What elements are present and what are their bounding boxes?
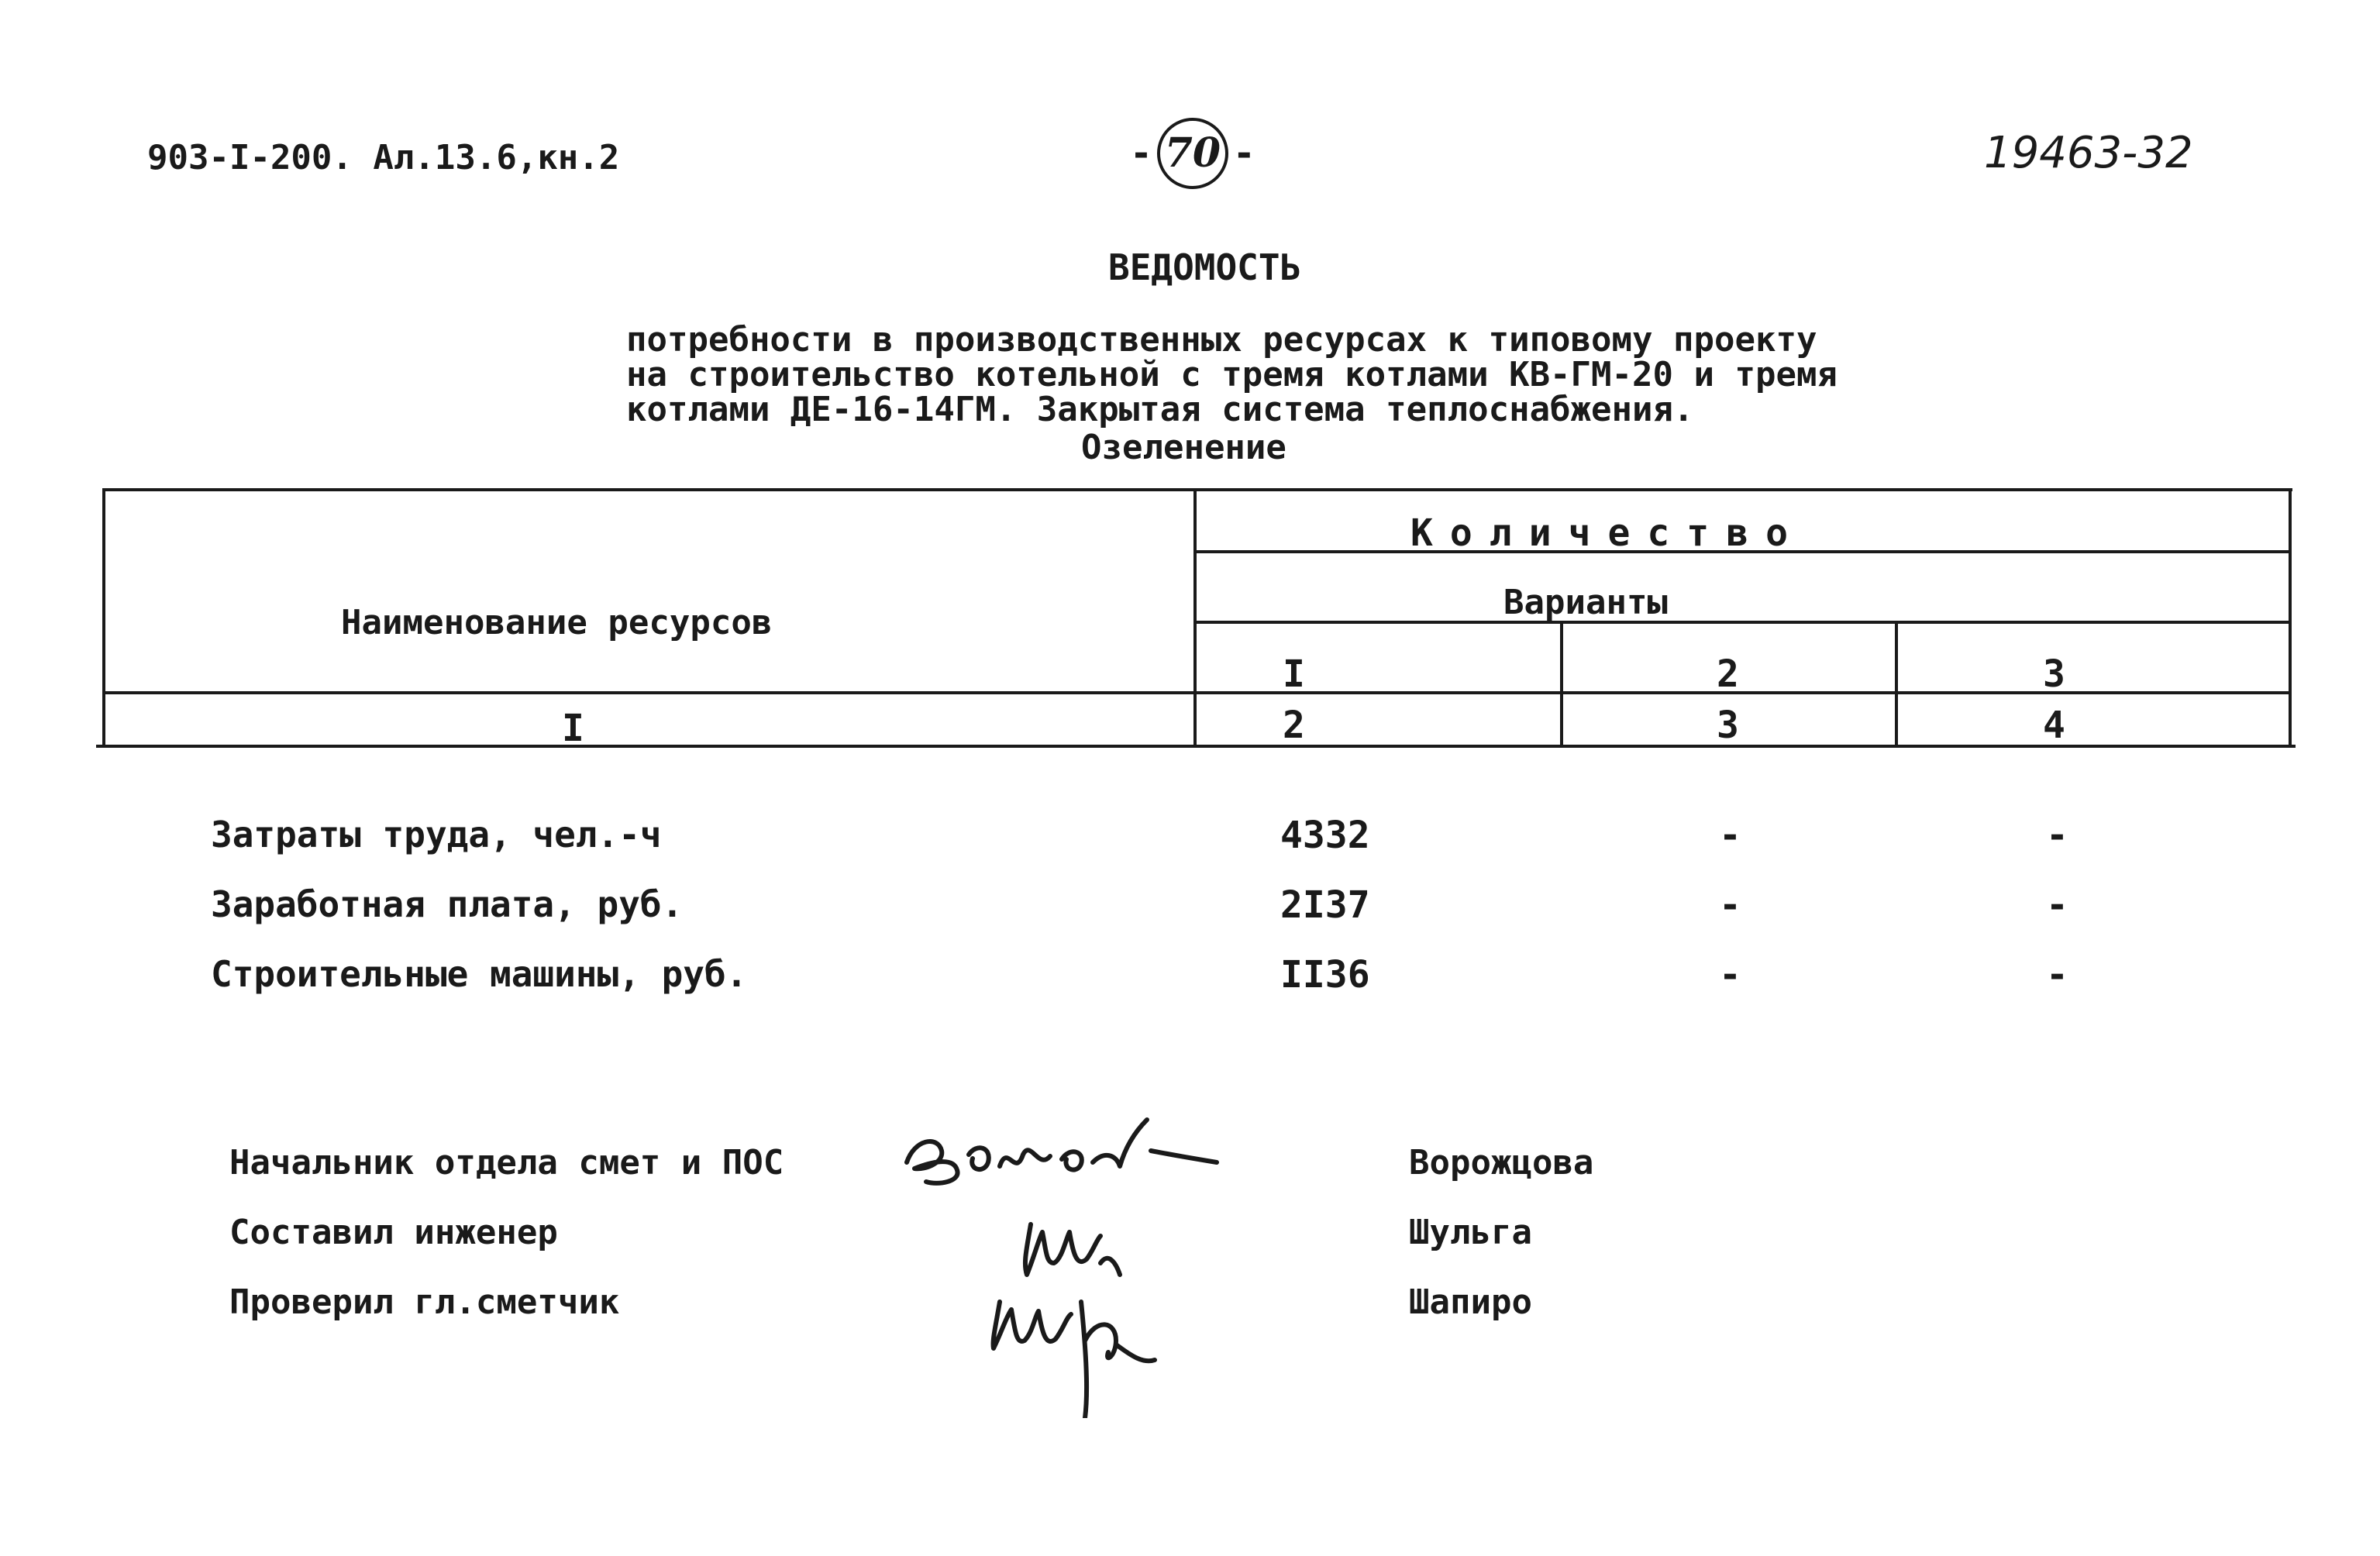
signature-name: Шульга [1409, 1213, 1532, 1252]
signature-shapiro [994, 1302, 1155, 1418]
table-row-value-3: - [2046, 814, 2068, 857]
archive-number: 19463-32 [1984, 128, 2193, 178]
table-row-value-1: 2I37 [1280, 883, 1370, 927]
page-dash-left: - [1130, 132, 1152, 175]
document-title: ВЕДОМОСТЬ [1108, 246, 1302, 288]
table-row-name: Строительные машины, руб. [211, 953, 748, 995]
header-variant-1: I [1283, 652, 1305, 696]
table-row-name: Затраты труда, чел.-ч [211, 814, 662, 855]
subtitle-line-4: Озеленение [1081, 428, 1286, 467]
table-row-value-1: 4332 [1280, 814, 1370, 857]
signature-shulga [1025, 1224, 1120, 1275]
column-number-4: 4 [2043, 704, 2065, 747]
table-row-value-1: II36 [1280, 953, 1370, 997]
header-variant-3: 3 [2043, 652, 2065, 696]
table-row-name: Заработная плата, руб. [211, 883, 684, 925]
signature-role: Начальник отдела смет и ПОС [229, 1143, 784, 1182]
signature-role: Проверил гл.сметчик [229, 1282, 620, 1322]
header-variants: Варианты [1503, 583, 1668, 622]
table-row-value-2: - [1719, 883, 1741, 927]
signature-name: Ворожцова [1409, 1143, 1594, 1182]
subtitle-line-3: котлами ДЕ-16-14ГМ. Закрытая система теплоснабжения. [626, 390, 1694, 429]
table-row-value-3: - [2046, 883, 2068, 927]
table-row-value-2: - [1719, 953, 1741, 997]
handwritten-signatures [883, 1108, 1286, 1418]
page-dash-right: - [1232, 132, 1255, 175]
column-number-1: I [562, 707, 584, 750]
signature-vorozhtsova [907, 1120, 1217, 1183]
header-variant-2: 2 [1717, 652, 1739, 696]
subtitle-line-1: потребности в производственных ресурсах к типовому проекту [626, 320, 1817, 360]
column-number-2: 2 [1283, 704, 1305, 747]
column-number-3: 3 [1717, 704, 1739, 747]
table-row-value-3: - [2046, 953, 2068, 997]
page-number: 70 [1157, 118, 1228, 189]
header-quantity: Количество [1410, 511, 1805, 555]
table-row-value-2: - [1719, 814, 1741, 857]
document-code: 903-I-200. Ал.13.6,кн.2 [147, 138, 620, 177]
page-number-block [1130, 118, 1255, 189]
subtitle-line-2: на строительство котельной с тремя котлами КВ-ГМ-20 и тремя [626, 355, 1838, 394]
signature-role: Составил инженер [229, 1213, 558, 1252]
header-resource-name: Наименование ресурсов [341, 603, 773, 642]
signature-name: Шапиро [1409, 1282, 1532, 1322]
